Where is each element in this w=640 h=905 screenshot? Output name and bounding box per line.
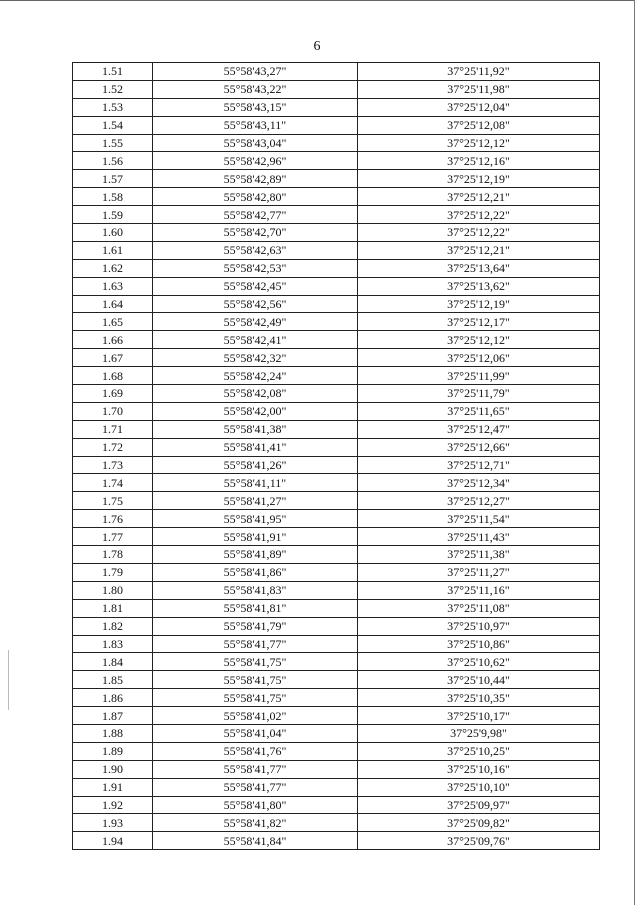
latitude-cell: 55°58'42,63" xyxy=(153,241,358,259)
longitude-cell: 37°25'12,12" xyxy=(358,331,600,349)
point-number-cell: 1.66 xyxy=(73,331,153,349)
point-number-cell: 1.84 xyxy=(73,653,153,671)
table-row xyxy=(73,188,600,206)
latitude-cell: 55°58'43,11" xyxy=(153,116,358,134)
latitude-cell: 55°58'41,84" xyxy=(153,832,358,850)
longitude-cell: 37°25'12,66" xyxy=(358,438,600,456)
point-number-cell: 1.52 xyxy=(73,80,153,98)
point-number-cell: 1.59 xyxy=(73,206,153,224)
point-number-cell: 1.65 xyxy=(73,313,153,331)
longitude-cell: 37°25'09,97" xyxy=(358,796,600,814)
table-row xyxy=(73,599,600,617)
coordinates-table-body xyxy=(73,63,600,850)
latitude-cell: 55°58'41,89" xyxy=(153,546,358,564)
point-number-cell: 1.53 xyxy=(73,98,153,116)
point-number-cell: 1.70 xyxy=(73,402,153,420)
longitude-cell: 37°25'12,22" xyxy=(358,206,600,224)
longitude-cell: 37°25'09,82" xyxy=(358,814,600,832)
point-number-cell: 1.81 xyxy=(73,599,153,617)
point-number-cell: 1.67 xyxy=(73,349,153,367)
table-row xyxy=(73,474,600,492)
point-number-cell: 1.78 xyxy=(73,546,153,564)
point-number-cell: 1.83 xyxy=(73,635,153,653)
latitude-cell: 55°58'41,77" xyxy=(153,760,358,778)
latitude-cell: 55°58'41,83" xyxy=(153,581,358,599)
latitude-cell: 55°58'43,15" xyxy=(153,98,358,116)
table-row xyxy=(73,170,600,188)
table-row xyxy=(73,63,600,81)
latitude-cell: 55°58'42,41" xyxy=(153,331,358,349)
point-number-cell: 1.68 xyxy=(73,367,153,385)
latitude-cell: 55°58'42,96" xyxy=(153,152,358,170)
longitude-cell: 37°25'13,62" xyxy=(358,277,600,295)
longitude-cell: 37°25'12,21" xyxy=(358,241,600,259)
latitude-cell: 55°58'42,70" xyxy=(153,224,358,242)
longitude-cell: 37°25'11,99" xyxy=(358,367,600,385)
coordinates-table xyxy=(72,62,600,850)
longitude-cell: 37°25'12,16" xyxy=(358,152,600,170)
longitude-cell: 37°25'10,17" xyxy=(358,707,600,725)
longitude-cell: 37°25'10,62" xyxy=(358,653,600,671)
longitude-cell: 37°25'10,86" xyxy=(358,635,600,653)
latitude-cell: 55°58'41,79" xyxy=(153,617,358,635)
latitude-cell: 55°58'41,76" xyxy=(153,742,358,760)
latitude-cell: 55°58'41,77" xyxy=(153,778,358,796)
point-number-cell: 1.82 xyxy=(73,617,153,635)
point-number-cell: 1.51 xyxy=(73,63,153,81)
point-number-cell: 1.64 xyxy=(73,295,153,313)
longitude-cell: 37°25'10,16" xyxy=(358,760,600,778)
table-row xyxy=(73,438,600,456)
longitude-cell: 37°25'12,06" xyxy=(358,349,600,367)
table-row xyxy=(73,635,600,653)
table-row xyxy=(73,420,600,438)
table-row xyxy=(73,385,600,403)
longitude-cell: 37°25'12,21" xyxy=(358,188,600,206)
scan-margin-mark xyxy=(8,650,9,710)
point-number-cell: 1.58 xyxy=(73,188,153,206)
longitude-cell: 37°25'12,27" xyxy=(358,492,600,510)
latitude-cell: 55°58'41,77" xyxy=(153,635,358,653)
longitude-cell: 37°25'11,65" xyxy=(358,402,600,420)
point-number-cell: 1.79 xyxy=(73,563,153,581)
latitude-cell: 55°58'41,82" xyxy=(153,814,358,832)
table-row xyxy=(73,528,600,546)
table-row xyxy=(73,259,600,277)
table-row xyxy=(73,402,600,420)
point-number-cell: 1.80 xyxy=(73,581,153,599)
longitude-cell: 37°25'12,08" xyxy=(358,116,600,134)
latitude-cell: 55°58'43,04" xyxy=(153,134,358,152)
longitude-cell: 37°25'12,17" xyxy=(358,313,600,331)
table-row xyxy=(73,742,600,760)
table-row xyxy=(73,295,600,313)
page-number: 6 xyxy=(313,39,321,54)
table-row xyxy=(73,206,600,224)
latitude-cell: 55°58'42,56" xyxy=(153,295,358,313)
table-row xyxy=(73,796,600,814)
longitude-cell: 37°25'12,12" xyxy=(358,134,600,152)
table-row xyxy=(73,832,600,850)
point-number-cell: 1.87 xyxy=(73,707,153,725)
point-number-cell: 1.90 xyxy=(73,760,153,778)
latitude-cell: 55°58'41,02" xyxy=(153,707,358,725)
longitude-cell: 37°25'10,35" xyxy=(358,689,600,707)
table-row xyxy=(73,313,600,331)
longitude-cell: 37°25'11,08" xyxy=(358,599,600,617)
point-number-cell: 1.72 xyxy=(73,438,153,456)
table-row xyxy=(73,98,600,116)
latitude-cell: 55°58'41,75" xyxy=(153,653,358,671)
table-row xyxy=(73,224,600,242)
latitude-cell: 55°58'42,45" xyxy=(153,277,358,295)
point-number-cell: 1.89 xyxy=(73,742,153,760)
table-row xyxy=(73,671,600,689)
table-row xyxy=(73,367,600,385)
point-number-cell: 1.73 xyxy=(73,456,153,474)
table-row xyxy=(73,724,600,742)
table-row xyxy=(73,331,600,349)
longitude-cell: 37°25'10,44" xyxy=(358,671,600,689)
latitude-cell: 55°58'42,77" xyxy=(153,206,358,224)
table-row xyxy=(73,134,600,152)
longitude-cell: 37°25'11,98" xyxy=(358,80,600,98)
latitude-cell: 55°58'41,75" xyxy=(153,671,358,689)
longitude-cell: 37°25'12,47" xyxy=(358,420,600,438)
latitude-cell: 55°58'42,08" xyxy=(153,385,358,403)
point-number-cell: 1.76 xyxy=(73,510,153,528)
longitude-cell: 37°25'11,16" xyxy=(358,581,600,599)
latitude-cell: 55°58'41,41" xyxy=(153,438,358,456)
point-number-cell: 1.55 xyxy=(73,134,153,152)
latitude-cell: 55°58'43,27" xyxy=(153,63,358,81)
table-row xyxy=(73,241,600,259)
latitude-cell: 55°58'41,91" xyxy=(153,528,358,546)
latitude-cell: 55°58'41,04" xyxy=(153,724,358,742)
table-row xyxy=(73,581,600,599)
longitude-cell: 37°25'11,54" xyxy=(358,510,600,528)
longitude-cell: 37°25'11,92" xyxy=(358,63,600,81)
table-row xyxy=(73,152,600,170)
point-number-cell: 1.74 xyxy=(73,474,153,492)
table-row xyxy=(73,510,600,528)
longitude-cell: 37°25'11,43" xyxy=(358,528,600,546)
longitude-cell: 37°25'09,76" xyxy=(358,832,600,850)
latitude-cell: 55°58'42,49" xyxy=(153,313,358,331)
point-number-cell: 1.63 xyxy=(73,277,153,295)
latitude-cell: 55°58'42,32" xyxy=(153,349,358,367)
longitude-cell: 37°25'11,38" xyxy=(358,546,600,564)
point-number-cell: 1.91 xyxy=(73,778,153,796)
point-number-cell: 1.77 xyxy=(73,528,153,546)
point-number-cell: 1.86 xyxy=(73,689,153,707)
longitude-cell: 37°25'10,97" xyxy=(358,617,600,635)
page-right-edge xyxy=(634,0,635,905)
point-number-cell: 1.56 xyxy=(73,152,153,170)
latitude-cell: 55°58'42,00" xyxy=(153,402,358,420)
longitude-cell: 37°25'12,19" xyxy=(358,295,600,313)
point-number-cell: 1.94 xyxy=(73,832,153,850)
point-number-cell: 1.92 xyxy=(73,796,153,814)
table-row xyxy=(73,707,600,725)
longitude-cell: 37°25'12,22" xyxy=(358,224,600,242)
table-row xyxy=(73,653,600,671)
point-number-cell: 1.54 xyxy=(73,116,153,134)
longitude-cell: 37°25'9,98" xyxy=(358,724,600,742)
latitude-cell: 55°58'42,80" xyxy=(153,188,358,206)
latitude-cell: 55°58'41,80" xyxy=(153,796,358,814)
table-row xyxy=(73,760,600,778)
longitude-cell: 37°25'12,04" xyxy=(358,98,600,116)
latitude-cell: 55°58'41,86" xyxy=(153,563,358,581)
table-row xyxy=(73,778,600,796)
point-number-cell: 1.93 xyxy=(73,814,153,832)
latitude-cell: 55°58'42,53" xyxy=(153,259,358,277)
point-number-cell: 1.88 xyxy=(73,724,153,742)
longitude-cell: 37°25'12,71" xyxy=(358,456,600,474)
point-number-cell: 1.75 xyxy=(73,492,153,510)
table-row xyxy=(73,116,600,134)
latitude-cell: 55°58'41,95" xyxy=(153,510,358,528)
page-top-edge xyxy=(0,0,634,3)
table-row xyxy=(73,563,600,581)
latitude-cell: 55°58'42,24" xyxy=(153,367,358,385)
point-number-cell: 1.69 xyxy=(73,385,153,403)
longitude-cell: 37°25'12,34" xyxy=(358,474,600,492)
table-row xyxy=(73,277,600,295)
point-number-cell: 1.60 xyxy=(73,224,153,242)
latitude-cell: 55°58'43,22" xyxy=(153,80,358,98)
longitude-cell: 37°25'12,19" xyxy=(358,170,600,188)
point-number-cell: 1.71 xyxy=(73,420,153,438)
longitude-cell: 37°25'11,27" xyxy=(358,563,600,581)
longitude-cell: 37°25'13,64" xyxy=(358,259,600,277)
point-number-cell: 1.61 xyxy=(73,241,153,259)
point-number-cell: 1.57 xyxy=(73,170,153,188)
table-row xyxy=(73,617,600,635)
longitude-cell: 37°25'10,25" xyxy=(358,742,600,760)
latitude-cell: 55°58'41,26" xyxy=(153,456,358,474)
latitude-cell: 55°58'41,11" xyxy=(153,474,358,492)
longitude-cell: 37°25'10,10" xyxy=(358,778,600,796)
point-number-cell: 1.85 xyxy=(73,671,153,689)
latitude-cell: 55°58'41,81" xyxy=(153,599,358,617)
table-row xyxy=(73,689,600,707)
longitude-cell: 37°25'11,79" xyxy=(358,385,600,403)
table-row xyxy=(73,492,600,510)
table-row xyxy=(73,80,600,98)
point-number-cell: 1.62 xyxy=(73,259,153,277)
latitude-cell: 55°58'41,75" xyxy=(153,689,358,707)
table-row xyxy=(73,546,600,564)
latitude-cell: 55°58'41,27" xyxy=(153,492,358,510)
table-row xyxy=(73,349,600,367)
latitude-cell: 55°58'42,89" xyxy=(153,170,358,188)
table-row xyxy=(73,456,600,474)
latitude-cell: 55°58'41,38" xyxy=(153,420,358,438)
table-row xyxy=(73,814,600,832)
